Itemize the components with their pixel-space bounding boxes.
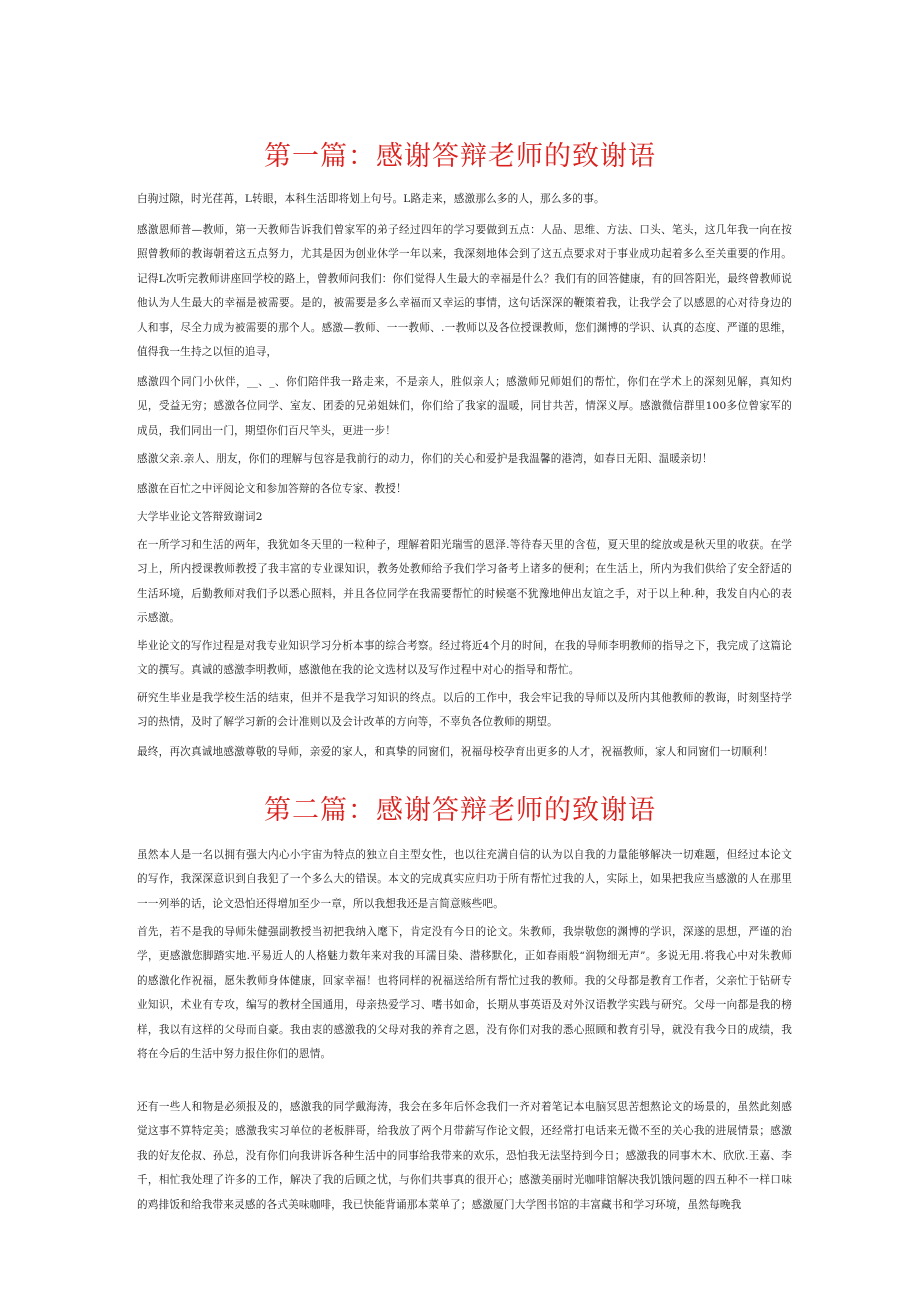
paragraph: 最终，再次真诚地感激尊敬的导师，亲爱的家人，和真挚的同窗们，祝福母校孕育出更多的人才，祝福教师，家人和同窗们一切顺利！ [137, 746, 774, 758]
paragraph: 虽然本人是一名以拥有强大内心小宇宙为特点的独立自主型女性，也以往充满自信的认为以自我的力量能够解决一切难题，但经过本论文的写作，我深深意识到自我犯了一个多么大的错误。本文的完成真实应归功于所有帮忙过我的人，实际上，如果把我应当感激的人在那里一一列举的话，论文恐怕还得增加至少一章，所以我想我还是言简意赅些吧。 [137, 849, 792, 910]
paragraph-heading: 大学毕业论文答辩致谢词2 [137, 511, 263, 523]
paragraph: 还有一些人和物是必须报及的，感激我的同学戴海涛，我会在多年后怀念我们一齐对着笔记本电脑冥思苦想熬论文的场景的，虽然此刻感觉这事不算特定美；感激我实习单位的老板胖哥，给我放了两个月带薪写作论文假，还经常打电话来无微不至的关心我的进展情景；感激我的好友伦叔、孙总，没有你们向我讲诉各种生活中的同事给我带来的欢乐，恐怕我无法坚持到今日；感激我的同事木木、欣欣.王嘉、李千，相忙我处理了许多的工作，解决了我的后顾之忧，与你们共事真的很开心；感激美丽时光咖啡馆解决我饥饿问题的四五种不一样口味的鸡排饭和给我带来灵感的各式美味咖啡，我已快能背诵那本菜单了；感激厦门大学图书馆的丰富藏书和学习环境，虽然每晚我 [137, 1101, 792, 1211]
paragraph: 感激父亲.亲人、朋友，你们的理解与包容是我前行的动力，你们的关心和爱护是我温馨的港湾，如春日无阳、温暖亲切！ [137, 453, 713, 465]
section-2-title: 第二篇：感谢答辩老师的致谢语 [264, 795, 656, 826]
paragraph: 感激四个同门小伙伴，__、_、你们陪伴我一路走来，不是亲人，胜似亲人；感激师兄师姐们的帮忙，你们在学术上的深刻见解，真知灼见，受益无穷；感激各位同学、室友、团委的兄弟姐妹们，你们给了我家的温暖，同甘共苦，情深义厚。感激微信群里100多位曾家军的成员，我们同出一门，期望你们百尺竿头，更进一步！ [137, 376, 792, 437]
section-1-title: 第一篇：感谢答辩老师的致谢语 [264, 141, 656, 172]
paragraph: 在一所学习和生活的两年，我犹如冬天里的一粒种子，理解着阳光瑞雪的恩泽.等待春天里的含苞，夏天里的绽放或是秋天里的收获。在学习上，所内授课教师教授了我丰富的专业课知识，教务处教师给予我们学习备考上诸多的便利；在生活上，所内为我们供给了安全舒适的生活环境，后勤教师对我们予以悉心照料，并且各位同学在我需要帮忙的时候毫不犹豫地伸出友谊之手，对于以上种.种，我发自内心的表示感激。 [137, 539, 792, 625]
paragraph: 首先，若不是我的导师朱健强副教授当初把我纳入麾下，肯定没有今日的论文。朱教师，我崇敬您的渊博的学识，深遂的思想，严谨的治学，更感激您脚踏实地.平易近人的人格魅力数年来对我的耳濡目染、潜移默化，正如春雨般“润物细无声”。多说无用.将我心中对朱教师的感激化作祝福，愿朱教师身体健康，回家幸福！也将同样的祝福送给所有帮忙过我的教师。我的父母都是教育工作者，父亲忙于钻研专业知识，术业有专攻，编写的教材全国通用，母亲热爱学习、嗜书如命，长期从事英语及对外汉语教学实践与研究。父母一向都是我的榜样，我以有这样的父母而自豪。我由衷的感激我的父母对我的养育之恩，没有你们对我的悉心照顾和教育引导，就没有我今日的成绩，我将在今后的生活中努力报住你们的恩情。 [137, 926, 792, 1061]
paragraph: 感激在百忙之中评阅论文和参加答辩的各位专家、教授！ [137, 483, 407, 495]
paragraph: 研究生毕业是我学校生活的结束，但并不是我学习知识的终点。以后的工作中，我会牢记我的导师以及所内其他教师的教诲，时刻坚持学习的热情，及时了解学习新的会计准则以及会计改革的方向等，不辜负各位教师的期望。 [137, 692, 792, 729]
paragraph: 白驹过隙，时光荏苒，L转眼，本科生活即将划上句号。L路走来，感激那么多的人，那么多的事。 [137, 193, 605, 205]
paragraph: 感激恩师普—教师，第一天教师告诉我们曾家军的弟子经过四年的学习要做到五点：人品、思维、方法、口头、笔头，这几年我一向在按照曾教师的教诲朝着这五点努力，尤其是因为创业休学一年以来，我深刻地体会到了这五点要求对于事业成功起着多么至关重要的作用。记得L次听完教师讲座回学校的路上，曾教师问我们：你们觉得人生最大的幸福是什么？我们有的回答健康，有的回答阳光，最终曾教师说他认为人生最大的幸福是被需要。是的，被需要是多么幸福而又幸运的事情，这句话深深的鞭策着我，让我学会了以感恩的心对待身边的人和事，尽全力成为被需要的那个人。感激—教师、一一教师、.一教师以及各位授课教师，您们渊博的学识、认真的态度、严谨的思维，值得我一生持之以恒的追寻， [137, 224, 792, 359]
paragraph: 毕业论文的写作过程是对我专业知识学习分析本事的综合考察。经过将近4个月的时间，在我的导师李明教师的指导之下，我完成了这篇论文的撰写。真诚的感激李明教师，感激他在我的论文选材以及写作过程中对心的指导和帮忙。 [137, 640, 792, 677]
